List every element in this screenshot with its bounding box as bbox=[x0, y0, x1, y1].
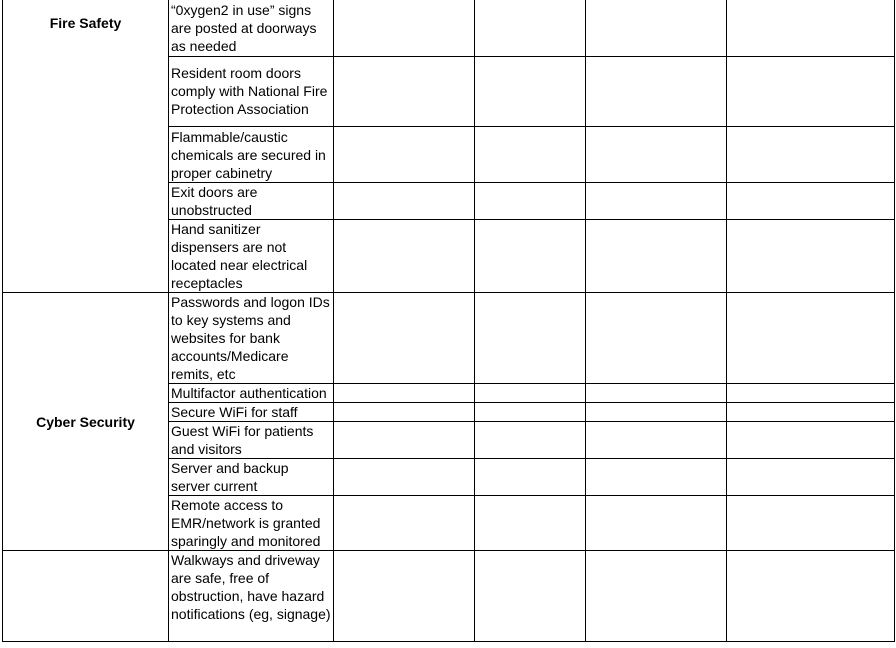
blank-cell[interactable] bbox=[586, 293, 727, 384]
blank-cell[interactable] bbox=[586, 496, 727, 551]
blank-cell[interactable] bbox=[334, 57, 475, 127]
item-cell: Multifactor authentication bbox=[169, 384, 334, 403]
blank-cell[interactable] bbox=[334, 183, 475, 220]
item-cell: Flammable/caustic chemicals are secured in proper cabinetry bbox=[169, 127, 334, 183]
item-cell: Guest WiFi for patients and visitors bbox=[169, 422, 334, 459]
checklist-table bbox=[2, 0, 895, 642]
blank-cell[interactable] bbox=[334, 551, 475, 642]
blank-cell[interactable] bbox=[475, 459, 586, 496]
blank-cell[interactable] bbox=[475, 127, 586, 183]
blank-cell[interactable] bbox=[334, 403, 475, 422]
blank-cell[interactable] bbox=[334, 496, 475, 551]
category-label: Cyber Security bbox=[36, 413, 135, 430]
table-row bbox=[3, 551, 895, 642]
blank-cell[interactable] bbox=[334, 127, 475, 183]
blank-cell[interactable] bbox=[586, 422, 727, 459]
blank-cell[interactable] bbox=[586, 57, 727, 127]
item-cell: Remote access to EMR/network is granted sparingly and monitored bbox=[169, 496, 334, 551]
item-cell: Server and backup server current bbox=[169, 459, 334, 496]
blank-cell[interactable] bbox=[727, 459, 895, 496]
item-cell: Walkways and driveway are safe, free of obstruction, have hazard notifications (eg, signage) bbox=[169, 551, 334, 642]
blank-cell[interactable] bbox=[334, 459, 475, 496]
item-cell: “0xygen2 in use” signs are posted at doorways as needed bbox=[169, 0, 334, 57]
blank-cell[interactable] bbox=[727, 0, 895, 57]
blank-cell[interactable] bbox=[727, 127, 895, 183]
blank-cell[interactable] bbox=[727, 183, 895, 220]
blank-cell[interactable] bbox=[475, 0, 586, 57]
category-label: Fire Safety bbox=[49, 15, 122, 31]
blank-cell[interactable] bbox=[586, 459, 727, 496]
blank-cell[interactable] bbox=[475, 496, 586, 551]
blank-cell[interactable] bbox=[475, 384, 586, 403]
blank-cell[interactable] bbox=[475, 551, 586, 642]
blank-cell[interactable] bbox=[475, 403, 586, 422]
blank-cell[interactable] bbox=[586, 220, 727, 293]
blank-cell[interactable] bbox=[475, 422, 586, 459]
blank-cell[interactable] bbox=[727, 384, 895, 403]
blank-cell[interactable] bbox=[475, 220, 586, 293]
category-cell-fire-safety bbox=[3, 0, 169, 293]
blank-cell[interactable] bbox=[334, 0, 475, 57]
item-cell: Exit doors are unobstructed bbox=[169, 183, 334, 220]
blank-cell[interactable] bbox=[586, 403, 727, 422]
blank-cell[interactable] bbox=[334, 384, 475, 403]
blank-cell[interactable] bbox=[586, 127, 727, 183]
item-cell: Resident room doors comply with National Fire Protection Association bbox=[169, 57, 334, 127]
table-row bbox=[3, 293, 895, 384]
blank-cell[interactable] bbox=[727, 551, 895, 642]
blank-cell[interactable] bbox=[334, 293, 475, 384]
blank-cell[interactable] bbox=[586, 551, 727, 642]
item-cell: Hand sanitizer dispensers are not located near electrical receptacles bbox=[169, 220, 334, 293]
blank-cell[interactable] bbox=[727, 496, 895, 551]
blank-cell[interactable] bbox=[727, 293, 895, 384]
category-cell bbox=[3, 551, 169, 642]
table-row bbox=[3, 0, 895, 57]
category-cell-cyber-security bbox=[3, 293, 169, 551]
blank-cell[interactable] bbox=[475, 57, 586, 127]
blank-cell[interactable] bbox=[334, 220, 475, 293]
blank-cell[interactable] bbox=[727, 57, 895, 127]
blank-cell[interactable] bbox=[727, 220, 895, 293]
blank-cell[interactable] bbox=[334, 422, 475, 459]
item-cell: Secure WiFi for staff bbox=[169, 403, 334, 422]
blank-cell[interactable] bbox=[727, 422, 895, 459]
blank-cell[interactable] bbox=[475, 183, 586, 220]
blank-cell[interactable] bbox=[475, 293, 586, 384]
blank-cell[interactable] bbox=[586, 384, 727, 403]
item-cell: Passwords and logon IDs to key systems and websites for bank accounts/Medicare remits, etc bbox=[169, 293, 334, 384]
blank-cell[interactable] bbox=[586, 183, 727, 220]
blank-cell[interactable] bbox=[586, 0, 727, 57]
blank-cell[interactable] bbox=[727, 403, 895, 422]
